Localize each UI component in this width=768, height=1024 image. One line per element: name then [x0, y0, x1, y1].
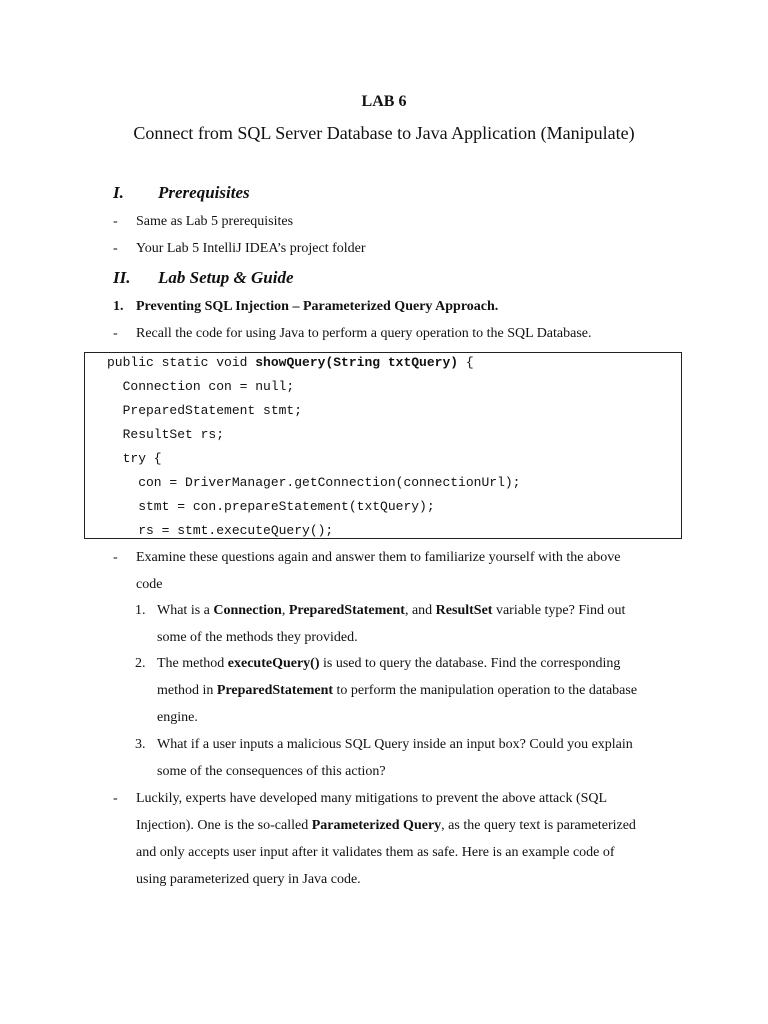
list-item: [113, 214, 673, 234]
code-block: [84, 352, 682, 539]
paragraph-line: using parameterized query in Java code.: [136, 872, 361, 887]
paragraph-line: and only accepts user input after it validates them as safe. Here is an example code of: [136, 845, 615, 860]
page-title: LAB 6: [361, 93, 407, 110]
question-number: 2.: [135, 656, 146, 671]
code-line: stmt = con.prepareStatement(txtQuery);: [107, 499, 435, 514]
section-title: Prerequisites: [158, 183, 250, 202]
question-number: 3.: [135, 737, 146, 752]
paragraph-line: code: [136, 577, 163, 592]
numbered-question: [135, 737, 695, 784]
list-item: [113, 550, 693, 597]
question-line: some of the consequences of this action?: [157, 764, 386, 779]
section-heading-prerequisites: [113, 183, 413, 205]
subsection-heading: [113, 299, 673, 319]
numbered-question: [135, 656, 695, 730]
bullet-dash: -: [113, 326, 118, 341]
page-subtitle: Connect from SQL Server Database to Java Application (Manipulate): [133, 123, 635, 143]
code-line: public static void showQuery(String txtQuery) {: [107, 355, 474, 370]
question-number: 1.: [135, 603, 146, 618]
bullet-dash: -: [113, 241, 118, 256]
bullet-dash: -: [113, 791, 118, 806]
list-item: [113, 241, 673, 261]
paragraph-line: Luckily, experts have developed many mitigations to prevent the above attack (SQL: [136, 791, 608, 806]
question-line: some of the methods they provided.: [157, 630, 358, 645]
paragraph-line: Injection). One is the so-called Parameterized Query, as the query text is parameterized: [136, 818, 636, 833]
paragraph-line: Examine these questions again and answer them to familiarize yourself with the above: [136, 550, 621, 565]
question-line: engine.: [157, 710, 198, 725]
code-line: con = DriverManager.getConnection(connectionUrl);: [107, 475, 521, 490]
code-line: rs = stmt.executeQuery();: [107, 523, 334, 538]
code-line: Connection con = null;: [107, 379, 295, 394]
code-line: ResultSet rs;: [107, 427, 225, 442]
list-item-text: Same as Lab 5 prerequisites: [136, 214, 294, 229]
section-heading-lab-setup: [113, 268, 413, 290]
question-line: What if a user inputs a malicious SQL Query inside an input box? Could you explain: [157, 737, 633, 752]
bullet-dash: -: [113, 214, 118, 229]
list-item: [113, 326, 673, 346]
section-title: Lab Setup & Guide: [158, 268, 294, 287]
section-number: II.: [113, 268, 131, 287]
question-line: method in PreparedStatement to perform the manipulation operation to the database: [157, 683, 638, 698]
code-line: try {: [107, 451, 162, 466]
subsection-number: 1.: [113, 299, 124, 314]
list-item-text: Recall the code for using Java to perform a query operation to the SQL Database.: [136, 326, 592, 341]
list-item: [113, 791, 693, 891]
list-item-text: Your Lab 5 IntelliJ IDEA’s project folder: [136, 241, 366, 256]
question-line: What is a Connection, PreparedStatement, and ResultSet variable type? Find out: [157, 603, 626, 618]
subsection-title: Preventing SQL Injection – Parameterized Query Approach.: [136, 299, 499, 314]
question-line: The method executeQuery() is used to query the database. Find the corresponding: [157, 656, 621, 671]
code-line: PreparedStatement stmt;: [107, 403, 303, 418]
bullet-dash: -: [113, 550, 118, 565]
section-number: I.: [113, 183, 124, 202]
numbered-question: [135, 603, 695, 650]
